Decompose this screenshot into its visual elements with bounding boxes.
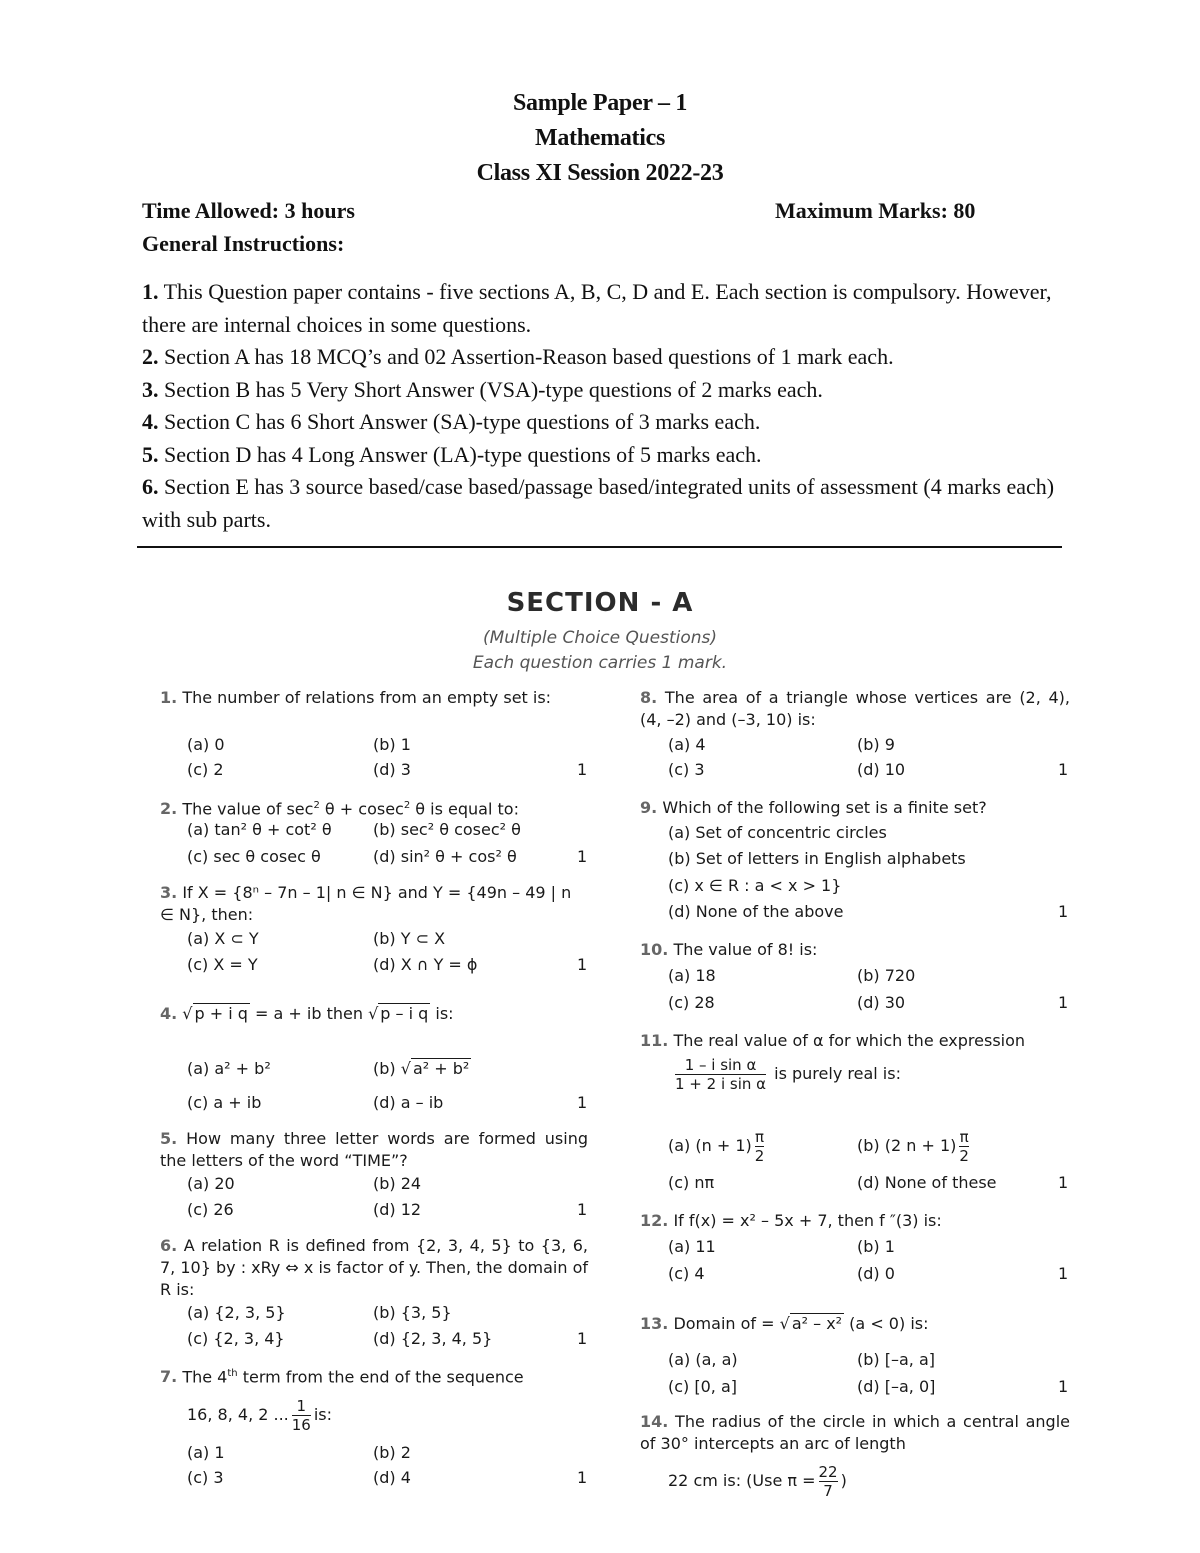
instructions-list: [142, 276, 1082, 536]
option-b: (b) 1: [373, 735, 411, 754]
option-b: (b) 720: [857, 966, 916, 985]
option-a: (a) X ⊂ Y: [187, 929, 259, 948]
question-13: 13. Domain of = √ a² – x² (a < 0) is:: [640, 1314, 929, 1333]
marks: 1: [1058, 902, 1069, 921]
marks: 1: [577, 760, 588, 779]
option-d: (d) None of the above: [668, 902, 844, 921]
option-a: (a) 18: [668, 966, 716, 985]
sequence-line: 16, 8, 4, 2 ... $\frac{1}{16}$ is:: [187, 1397, 333, 1434]
option-a: (a) tan² θ + cot² θ: [187, 820, 332, 839]
paper-title: Sample Paper – 1: [512, 90, 688, 116]
question-10: 10. The value of 8! is:: [640, 940, 818, 959]
option-c: (c) {2, 3, 4}: [187, 1329, 285, 1348]
max-marks: Maximum Marks: 80: [775, 198, 976, 223]
option-a: (a) 4: [668, 735, 706, 754]
option-a: (a) (a, a): [668, 1350, 738, 1369]
option-a: (a) 0: [187, 735, 225, 754]
option-d: (d) 3: [373, 760, 411, 779]
question-6: 6. A relation R is defined from {2, 3, 4, 5} to {3, 6, 7, 10} by : xRy ⇔ x is factor of y. Then, the domain of R is:: [160, 1236, 589, 1299]
option-b: (b) {3, 5}: [373, 1303, 452, 1322]
marks: 1: [577, 847, 588, 866]
option-c: (c) 26: [187, 1200, 234, 1219]
question-1: 1. The number of relations from an empty set is:: [160, 688, 552, 707]
option-b: (b) (2 n + 1) $\frac{\pi}{2}$: [857, 1128, 969, 1165]
session-title: Class XI Session 2022-23: [476, 160, 724, 186]
option-b: (b) sec² θ cosec² θ: [373, 820, 521, 839]
option-a: (a) a² + b²: [187, 1059, 271, 1078]
option-c: (c) X = Y: [187, 955, 258, 974]
marks: 1: [577, 1468, 588, 1487]
option-d: (d) None of these: [857, 1173, 997, 1192]
option-a: (a) (n + 1) $\frac{\pi}{2}$: [668, 1128, 765, 1165]
option-b: (b) 9: [857, 735, 895, 754]
option-b: (b) 24: [373, 1174, 422, 1193]
option-c: (c) 4: [668, 1264, 705, 1283]
marks: 1: [577, 1200, 588, 1219]
expression-line: $\frac{\text{1 – i sin α}}{\text{1 + 2 i sin α}}$ is purely real is:: [675, 1056, 901, 1093]
option-c: (c) a + ib: [187, 1093, 262, 1112]
question-14-line2: 22 cm is: (Use π = $\frac{22}{7}$ ): [668, 1463, 847, 1500]
marks: 1: [1058, 1377, 1069, 1396]
divider: [137, 546, 1062, 548]
option-d: (d) 4: [373, 1468, 411, 1487]
option-b: (b) Set of letters in English alphabets: [668, 849, 966, 868]
option-b: (b) √ a² + b²: [373, 1059, 470, 1078]
marks: 1: [1058, 760, 1069, 779]
marks: 1: [577, 1093, 588, 1112]
instruction-item: 3. Section B has 5 Very Short Answer (VSA)-type questions of 2 marks each.: [142, 376, 823, 402]
question-14: 14. The radius of the circle in which a central angle of 30° intercepts an arc of length: [640, 1412, 1071, 1453]
fraction: $\frac{\text{1 – i sin α}}{\text{1 + 2 i sin α}}$: [675, 1056, 767, 1093]
question-7: 7. The 4th term from the end of the sequence: [160, 1367, 524, 1387]
option-a: (a) {2, 3, 5}: [187, 1303, 286, 1322]
question-3: 3. If X = {8ⁿ – 7n – 1| n ∈ N} and Y = {49n – 49 | n ∈ N}, then:: [160, 883, 572, 924]
option-c: (c) 3: [668, 760, 705, 779]
option-a: (a) Set of concentric circles: [668, 823, 887, 842]
option-d: (d) 0: [857, 1264, 895, 1283]
option-a: (a) 20: [187, 1174, 235, 1193]
fraction: $\frac{1}{16}$: [291, 1397, 311, 1434]
option-c: (c) 28: [668, 993, 715, 1012]
option-c: (c) sec θ cosec θ: [187, 847, 321, 866]
option-c: (c) x ∈ R : a < x > 1}: [668, 876, 842, 895]
option-b: (b) 2: [373, 1443, 411, 1462]
question-2: 2. The value of $\sec^2 \theta + cosec^2$ θ is equal to:: [160, 799, 519, 819]
time-allowed: Time Allowed: 3 hours: [142, 198, 355, 223]
instruction-item: 1. This Question paper contains - five sections A, B, C, D and E. Each section is compulsory. However, there are internal choices in some questions.: [142, 279, 1052, 337]
marks: 1: [577, 955, 588, 974]
question-9: 9. Which of the following set is a finite set?: [640, 798, 987, 817]
option-c: (c) [0, a]: [668, 1377, 738, 1396]
question-8: 8. The area of a triangle whose vertices are (2, 4), (4, –2) and (–3, 10) is:: [640, 688, 1071, 729]
option-d: (d) 10: [857, 760, 906, 779]
option-b: (b) 1: [857, 1237, 895, 1256]
fraction: $\frac{22}{7}$: [818, 1463, 838, 1500]
option-d: (d) 30: [857, 993, 906, 1012]
section-subtitle: (Multiple Choice Questions): [482, 628, 718, 648]
subject-title: Mathematics: [535, 125, 665, 151]
instruction-item: 4. Section C has 6 Short Answer (SA)-type questions of 3 marks each.: [142, 409, 761, 434]
option-c: (c) nπ: [668, 1173, 715, 1192]
option-a: (a) 11: [668, 1237, 716, 1256]
option-d: (d) [–a, 0]: [857, 1377, 936, 1396]
option-c: (c) 3: [187, 1468, 224, 1487]
marks: 1: [1058, 993, 1069, 1012]
section-title: SECTION - A: [506, 588, 694, 618]
question-4: 4. √ p + i q = a + ib then √ p – i q is:: [160, 1004, 454, 1023]
option-d: (d) 12: [373, 1200, 422, 1219]
question-12: 12. If f(x) = x² – 5x + 7, then f ″(3) is:: [640, 1211, 942, 1230]
instruction-item: 6. Section E has 3 source based/case based/passage based/integrated units of assessment (4 marks each) with sub parts.: [142, 474, 1055, 532]
question-5: 5. How many three letter words are formed using the letters of the word “TIME”?: [160, 1129, 588, 1170]
marks: 1: [577, 1329, 588, 1348]
option-c: (c) 2: [187, 760, 224, 779]
instruction-item: 5. Section D has 4 Long Answer (LA)-type questions of 5 marks each.: [142, 441, 762, 467]
option-b: (b) Y ⊂ X: [373, 929, 446, 948]
marks: 1: [1058, 1173, 1069, 1192]
section-note: Each question carries 1 mark.: [472, 653, 728, 673]
option-d: (d) {2, 3, 4, 5}: [373, 1329, 493, 1348]
option-d: (d) X ∩ Y = ϕ: [373, 955, 478, 974]
option-b: (b) [–a, a]: [857, 1350, 935, 1369]
option-d: (d) a – ib: [373, 1093, 444, 1112]
instruction-item: 2. Section A has 18 MCQ’s and 02 Assertion-Reason based questions of 1 mark each.: [142, 344, 894, 369]
marks: 1: [1058, 1264, 1069, 1283]
option-d: (d) sin² θ + cos² θ: [373, 847, 517, 866]
option-a: (a) 1: [187, 1443, 225, 1462]
question-11: 11. The real value of α for which the expression: [640, 1031, 1026, 1050]
instructions-label: General Instructions:: [142, 231, 345, 256]
